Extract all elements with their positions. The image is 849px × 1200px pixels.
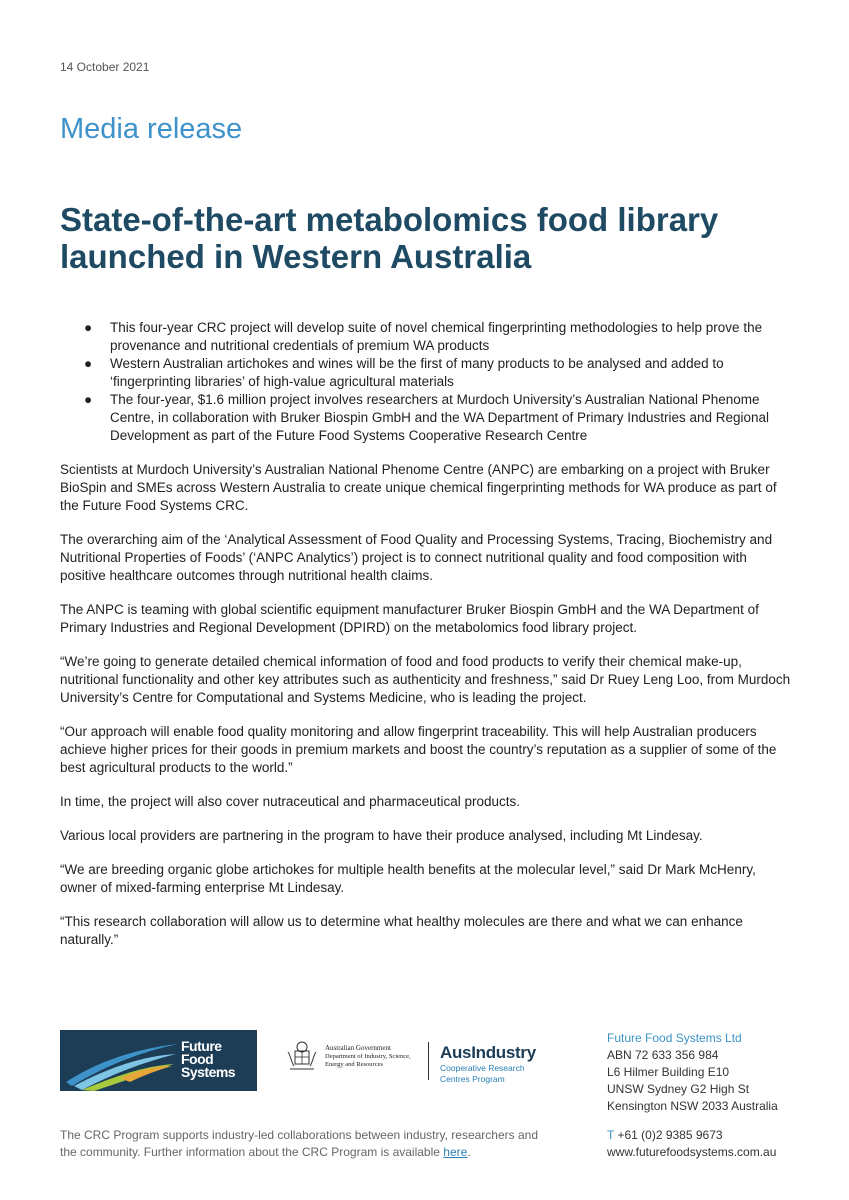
crc-program-note: [60, 1127, 550, 1161]
release-date: 14 October 2021: [60, 60, 150, 74]
phone-label: T: [607, 1128, 615, 1142]
gov-department: Department of Industry, Science, Energy and Resources: [325, 1053, 411, 1068]
future-food-systems-logo: [60, 1030, 257, 1091]
bullet-icon: ●: [84, 392, 93, 407]
bullet-icon: ●: [84, 356, 93, 371]
ausindustry-name: AusIndustry: [440, 1043, 536, 1062]
address-line: UNSW Sydney G2 High St: [607, 1082, 750, 1096]
crc-info-link[interactable]: here: [443, 1145, 468, 1159]
paragraph: “We are breeding organic globe artichokes for multiple health benefits at the molecular level,” said Dr Mark McHenry, owner of mixed-farming enterprise Mt Lindesay.: [60, 862, 756, 895]
paragraph: The ANPC is teaming with global scientific equipment manufacturer Bruker Biospin GmbH and the WA Department of Primary Industries and Regional Development (DPIRD) on the metabolomics food library project.: [60, 602, 759, 635]
paragraph: Scientists at Murdoch University’s Australian National Phenome Centre (ANPC) are embarking on a project with Bruker BioSpin and SMEs across Western Australia to create unique chemical fingerprinting methods for WA produce as part of the Future Food Systems CRC.: [60, 462, 777, 513]
paragraph: “We’re going to generate detailed chemical information of food and food products to verify their chemical make-up, nutritional functionality and other key attributes such as authenticity and freshness,” said Dr Ruey Leng Loo, from Murdoch University’s Centre for Computational and Systems Medicine, who is leading the project.: [60, 654, 791, 705]
paragraph: In time, the project will also cover nutraceutical and pharmaceutical products.: [60, 794, 520, 809]
contact-details: [607, 1127, 776, 1161]
paragraph: The overarching aim of the ‘Analytical Assessment of Food Quality and Processing Systems, Tracing, Biochemistry and Nutritional Properties of Foods’ (‘ANPC Analytics’) project is to connect nutritional quality and food composition with positive healthcare outcomes through nutritional health claims.: [60, 532, 773, 583]
bullet-item: [84, 319, 796, 355]
bullet-item: [84, 355, 796, 391]
address-line: L6 Hilmer Building E10: [607, 1065, 730, 1079]
ffs-wordmark: [181, 1040, 235, 1079]
bullet-text: This four-year CRC project will develop suite of novel chemical fingerprinting methodologies to help prove the provenance and nutritional credentials of premium WA products: [110, 320, 763, 353]
phone-number: +61 (0)2 9385 9673: [617, 1128, 723, 1142]
company-address: [607, 1030, 778, 1115]
ffs-word: Systems: [181, 1064, 236, 1080]
phone-line: [607, 1127, 776, 1144]
key-points-list: [84, 319, 796, 445]
paragraph: “Our approach will enable food quality monitoring and allow fingerprint traceability. This will help Australian producers achieve higher prices for their goods in premium markets and boost the country’s reputation as a supplier of some of the best agricultural products to the world.”: [60, 724, 777, 775]
australian-government-logo: [285, 1038, 545, 1088]
paragraph: Various local providers are partnering in the program to have their produce analysed, including Mt Lindesay.: [60, 828, 703, 843]
article-body: [60, 461, 796, 965]
company-abn: ABN 72 633 356 984: [607, 1048, 719, 1062]
release-label: Media release: [60, 113, 243, 145]
government-text: [325, 1044, 425, 1069]
bullet-icon: ●: [84, 320, 93, 335]
coat-of-arms-icon: [285, 1038, 319, 1072]
gov-name: Australian Government: [325, 1044, 391, 1052]
company-name: Future Food Systems Ltd: [607, 1031, 742, 1045]
ausindustry-sub: Centres Program: [440, 1073, 505, 1084]
ausindustry-logo: [440, 1043, 536, 1084]
paragraph: “This research collaboration will allow us to determine what healthy molecules are there and what we can enhance naturally.”: [60, 914, 743, 947]
bullet-text: The four-year, $1.6 million project involves researchers at Murdoch University’s Australian National Phenome Centre, in collaboration with Bruker Biospin GmbH and the WA Department of Primary Industries and Regional Development as part of the Future Food Systems Cooperative Research Centre: [110, 392, 770, 443]
website-link[interactable]: www.futurefoodsystems.com.au: [607, 1145, 777, 1159]
ffs-word: Future: [181, 1038, 222, 1054]
ffs-word: Food: [181, 1051, 214, 1067]
address-line: Kensington NSW 2033 Australia: [607, 1099, 778, 1113]
logo-divider: [428, 1042, 429, 1080]
ausindustry-sub: Cooperative Research: [440, 1063, 525, 1073]
crc-note-end: .: [467, 1145, 471, 1159]
headline: State-of-the-art metabolomics food library launched in Western Australia: [60, 201, 719, 275]
bullet-item: [84, 391, 796, 445]
crc-note-text: The CRC Program supports industry-led collaborations between industry, researchers and the community. Further information about the CRC Program is available: [60, 1128, 539, 1159]
bullet-text: Western Australian artichokes and wines will be the first of many products to be analysed and added to ‘fingerprinting libraries’ of high-value agricultural materials: [110, 356, 724, 389]
